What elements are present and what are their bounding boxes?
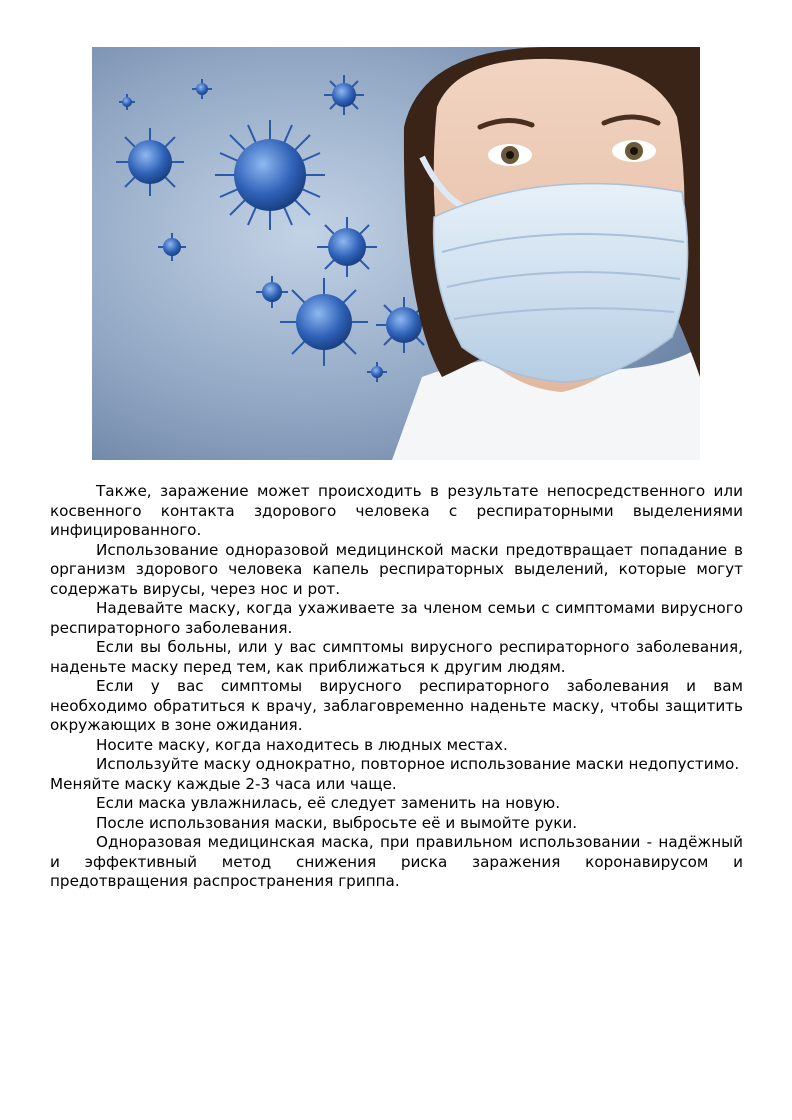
paragraph: Также, заражение может происходить в результате непосредственного или косвенного контакта здорового человека с респираторными выделениями инфицированного. [50, 482, 743, 539]
paragraph: Надевайте маску, когда ухаживаете за членом семьи с симптомами вирусного респираторного заболевания. [50, 599, 743, 637]
paragraph: Если у вас симптомы вирусного респираторного заболевания и вам необходимо обратиться к врачу, заблаговременно наденьте маску, чтобы защитить окружающих в зоне ожидания. [50, 677, 743, 734]
article-text [50, 482, 743, 892]
paragraph: После использования маски, выбросьте её и вымойте руки. [96, 813, 578, 832]
paragraph: Используйте маску однократно, повторное использование маски недопустимо. Меняйте маску каждые 2-3 часа или чаще. [50, 755, 740, 793]
paragraph: Если вы больны, или у вас симптомы вирусного респираторного заболевания, наденьте маску перед тем, как приближаться к другим людям. [50, 638, 743, 676]
paragraph: Носите маску, когда находитесь в людных местах. [96, 735, 508, 754]
paragraph: Если маска увлажнилась, её следует заменить на новую. [96, 794, 561, 812]
woman-figure [392, 47, 700, 460]
header-photo [92, 47, 700, 460]
woman-mask-virus-illustration [92, 47, 700, 460]
paragraph: Одноразовая медицинская маска, при правильном использовании - надёжный и эффективный метод снижения риска заражения коронавирусом и предотвращения распространения гриппа. [50, 833, 743, 890]
paragraph: Использование одноразовой медицинской маски предотвращает попадание в организм здорового человека капель респираторных выделений, которые могут содержать вирусы, через нос и рот. [50, 540, 743, 598]
